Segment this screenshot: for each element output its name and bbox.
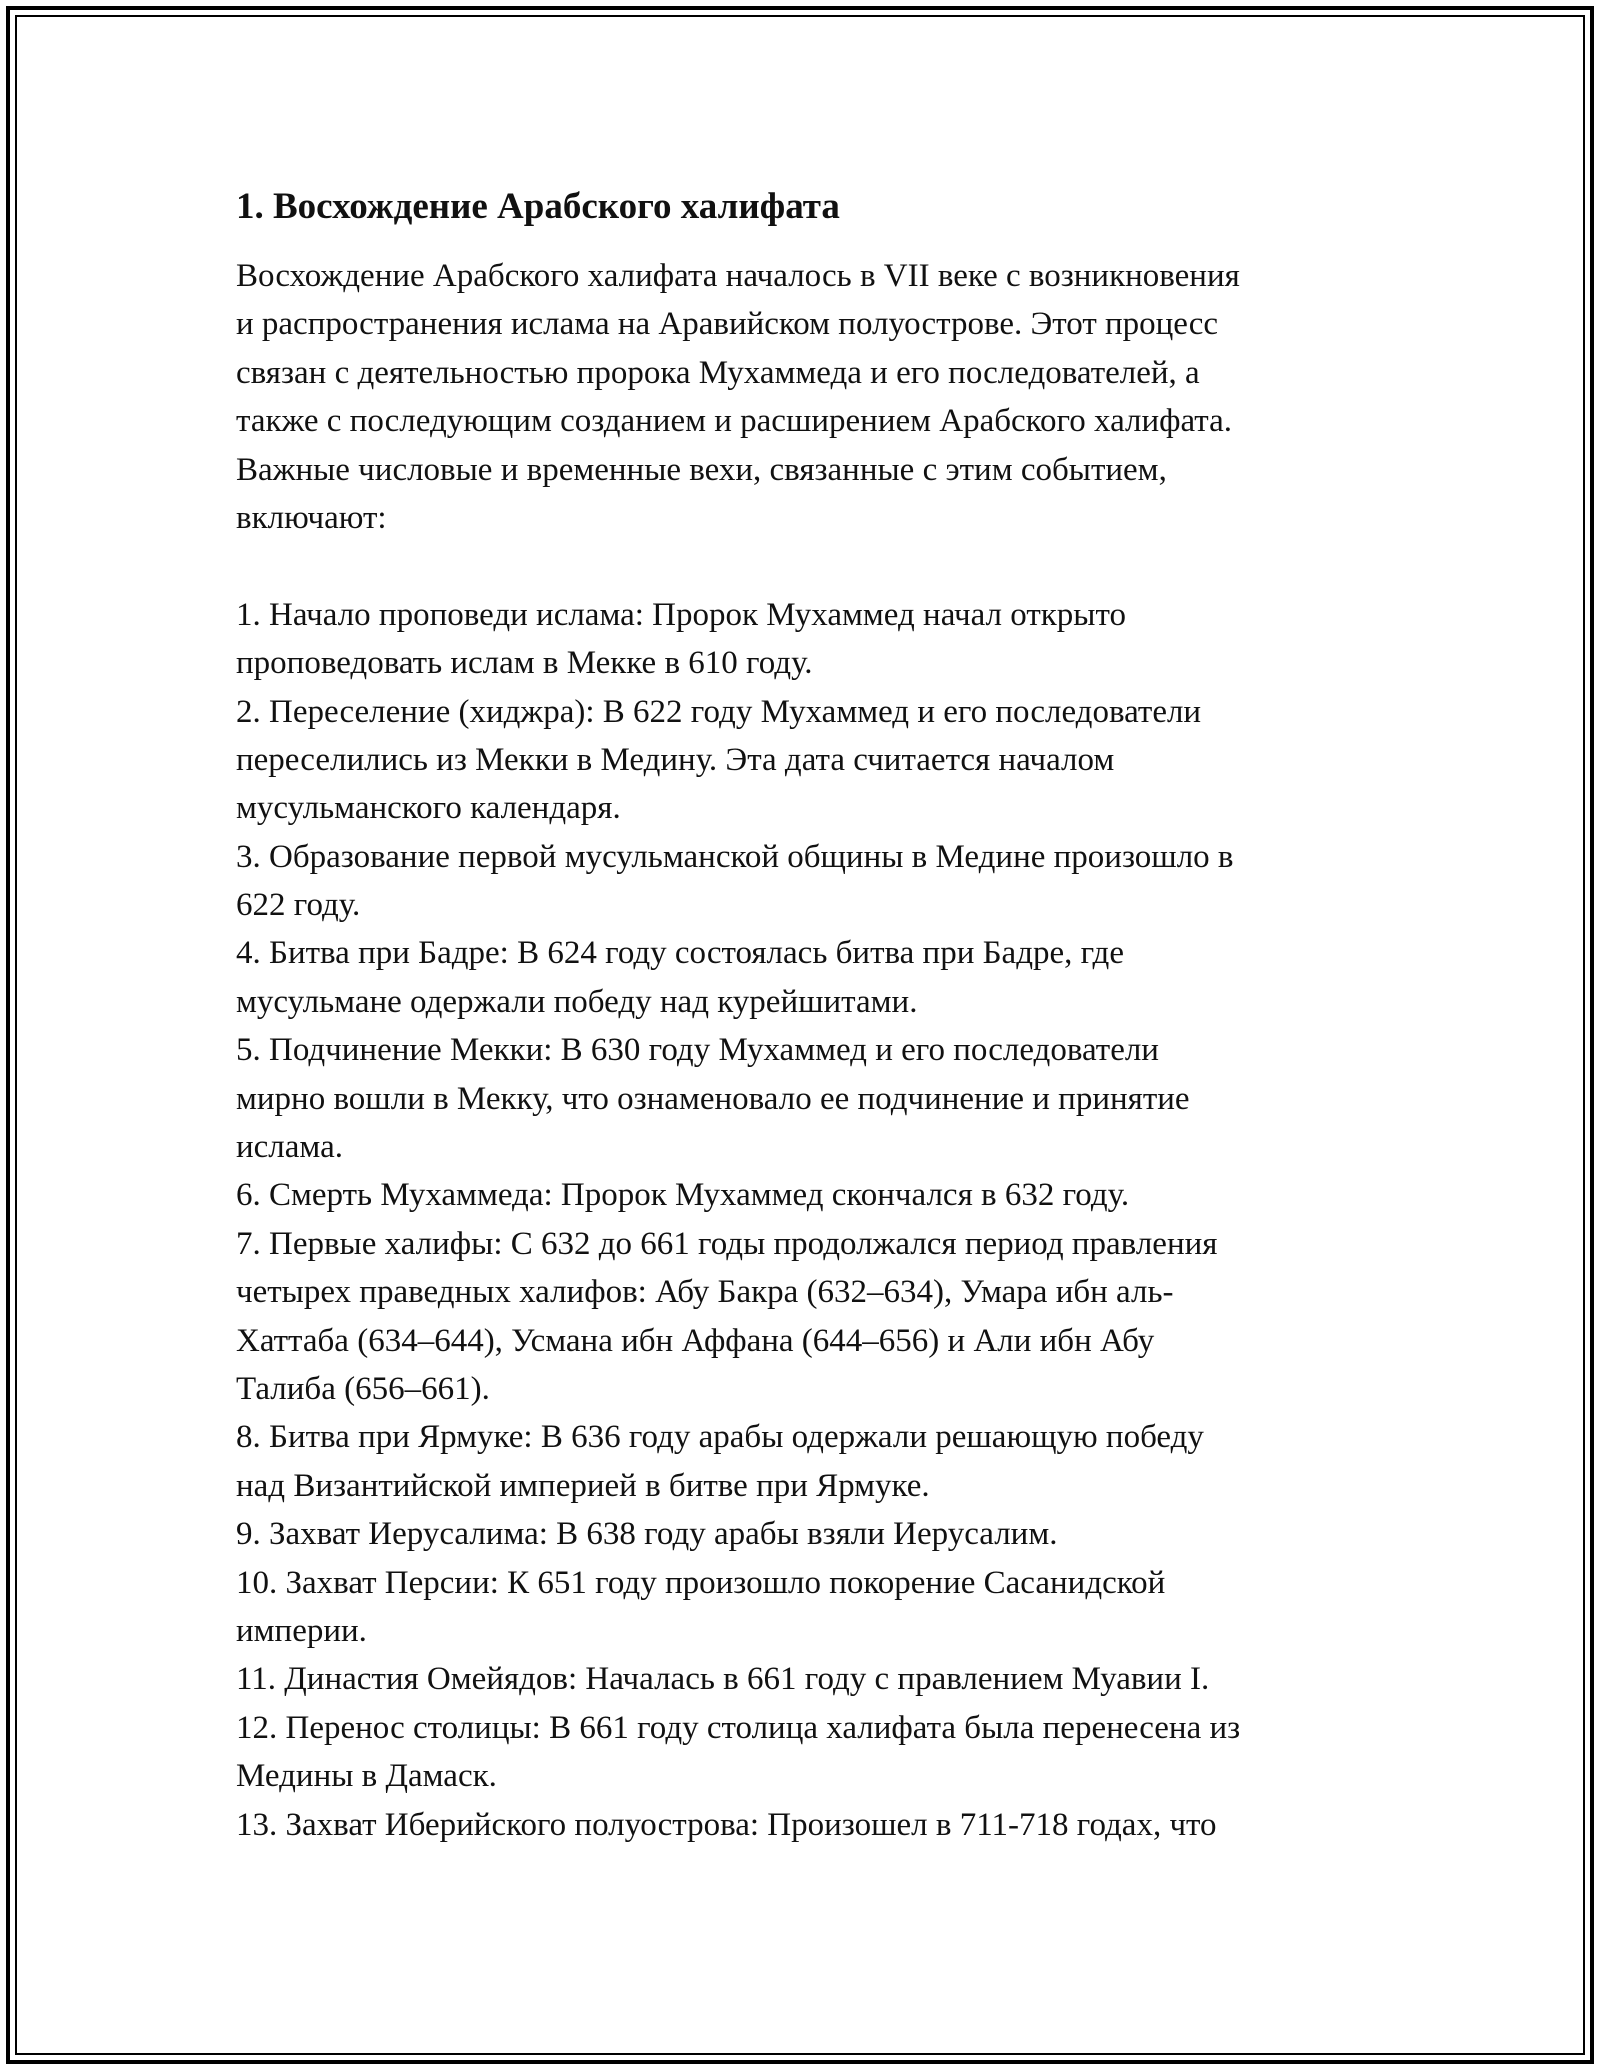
list-line: 4. Битва при Бадре: В 624 году состоялась битва при Бадре, где <box>236 935 1124 972</box>
list-line: мирно вошли в Мекку, что ознаменовало ее подчинение и принятие <box>236 1080 1190 1117</box>
list-line: Хаттаба (634–644), Усмана ибн Аффана (644–656) и Али ибн Абу <box>236 1322 1155 1359</box>
list-line: 7. Первые халифы: С 632 до 661 годы продолжался период правления <box>236 1225 1218 1262</box>
list-line: 9. Захват Иерусалима: В 638 году арабы взяли Иерусалим. <box>236 1516 1058 1553</box>
paragraph-spacer <box>236 542 1376 590</box>
list-line: мусульмане одержали победу над курейшитами. <box>236 983 918 1020</box>
list-line: 2. Переселение (хиджра): В 622 году Мухаммед и его последователи <box>236 693 1202 730</box>
list-line: Талиба (656–661). <box>236 1370 490 1407</box>
intro-line: связан с деятельностью пророка Мухаммеда и его последователей, а <box>236 354 1200 391</box>
list-line: четырех праведных халифов: Абу Бакра (632–634), Умара ибн аль- <box>236 1274 1174 1311</box>
list-line: 11. Династия Омейядов: Началась в 661 году с правлением Муавии I. <box>236 1661 1210 1698</box>
list-line: 6. Смерть Мухаммеда: Пророк Мухаммед скончался в 632 году. <box>236 1177 1130 1214</box>
list-line: 13. Захват Иберийского полуострова: Произошел в 711-718 годах, что <box>236 1806 1217 1843</box>
list-line: переселились из Мекки в Медину. Эта дата считается началом <box>236 741 1115 778</box>
intro-line: Важные числовые и временные вехи, связанные с этим событием, <box>236 451 1167 488</box>
list-line: проповедовать ислам в Мекке в 610 году. <box>236 645 813 682</box>
document-body <box>236 182 1376 1849</box>
list-line: 3. Образование первой мусульманской общины в Медине произошло в <box>236 838 1234 875</box>
milestones-list <box>236 591 1376 1849</box>
intro-line: также с последующим созданием и расширением Арабского халифата. <box>236 403 1233 440</box>
list-line: мусульманского календаря. <box>236 790 621 827</box>
list-line: 622 году. <box>236 887 361 924</box>
list-line: 1. Начало проповеди ислама: Пророк Мухаммед начал открыто <box>236 596 1126 633</box>
list-line: 5. Подчинение Мекки: В 630 году Мухаммед и его последователи <box>236 1032 1159 1069</box>
list-line: империи. <box>236 1612 367 1649</box>
intro-paragraph <box>236 252 1376 542</box>
list-line: 12. Перенос столицы: В 661 году столица халифата была перенесена из <box>236 1709 1241 1746</box>
list-line: 10. Захват Персии: К 651 году произошло покорение Сасанидской <box>236 1564 1166 1601</box>
section-heading: 1. Восхождение Арабского халифата <box>236 186 840 227</box>
intro-line: включают: <box>236 499 387 536</box>
intro-line: и распространения ислама на Аравийском полуострове. Этот процесс <box>236 306 1219 343</box>
list-line: 8. Битва при Ярмуке: В 636 году арабы одержали решающую победу <box>236 1419 1204 1456</box>
list-line: над Византийской империей в битве при Ярмуке. <box>236 1467 930 1504</box>
intro-line: Восхождение Арабского халифата началось в VII веке с возникновения <box>236 258 1240 294</box>
list-line: Медины в Дамаск. <box>236 1758 497 1795</box>
list-line: ислама. <box>236 1129 343 1166</box>
